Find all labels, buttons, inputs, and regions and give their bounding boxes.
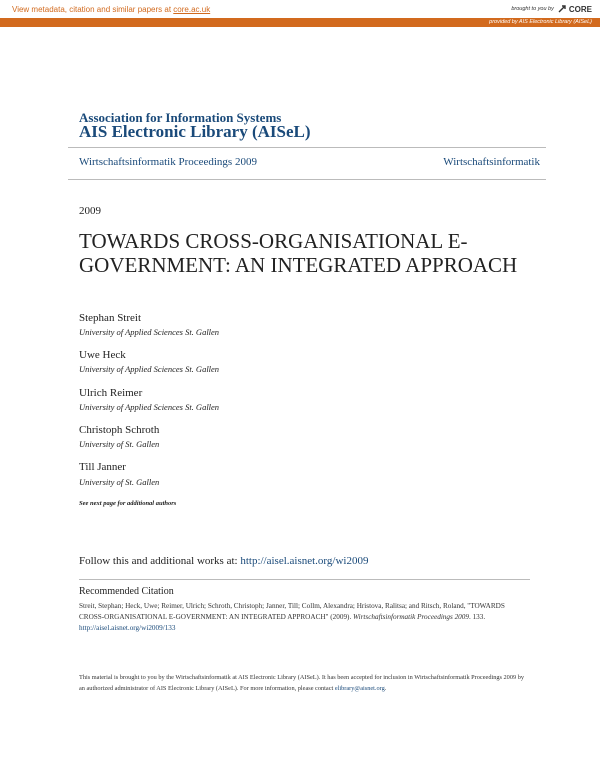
core-logo-icon [557,4,567,14]
brought-to-you-by: brought to you by [511,6,554,12]
citation-text [79,601,524,634]
author-affiliation: University of Applied Sciences St. Gallen [79,402,220,412]
recommended-citation-heading: Recommended Citation [79,586,174,597]
core-top-bar [0,0,600,18]
author-name: Uwe Heck [79,349,126,361]
additional-authors-note: See next page for additional authors [79,500,177,507]
header-divider-bottom [68,179,546,180]
notice-end: . [384,685,387,692]
notice-body: This material is brought to you by the Wirtschaftsinformatik at AIS Electronic Library (AISeL). It has been accepted for inclusion in Wirtschaftsinformatik Proceedings 2009 by an authorized administrator of AIS Electronic Library (AISeL). For more information, please contact [79,674,524,692]
breadcrumb-proceedings[interactable]: Wirtschaftsinformatik Proceedings 2009 [79,156,257,168]
core-branding[interactable] [511,2,592,16]
author-affiliation: University of St. Gallen [79,439,160,449]
citation-venue: Wirtschaftsinformatik Proceedings 2009 [353,613,469,621]
paper-title: TOWARDS CROSS-ORGANISATIONAL E-GOVERNMENT: AN INTEGRATED APPROACH [79,229,518,277]
core-view-metadata-link[interactable] [12,5,210,14]
core-link[interactable]: core.ac.uk [173,5,211,14]
citation-url[interactable]: http://aisel.aisnet.org/wi2009/133 [79,624,176,632]
follow-link[interactable]: http://aisel.aisnet.org/wi2009 [240,555,369,567]
citation-divider [79,579,530,580]
copyright-notice [79,672,529,694]
core-logo-text: CORE [568,4,592,14]
follow-text: Follow this and additional works at: [79,555,241,567]
author-name: Till Janner [79,461,126,473]
breadcrumb-series[interactable]: Wirtschaftsinformatik [443,156,540,168]
contact-email-link[interactable]: elibrary@aisnet.org [334,685,385,692]
library-name[interactable]: AIS Electronic Library (AISeL) [79,122,311,141]
publication-year: 2009 [79,205,101,217]
author-affiliation: University of Applied Sciences St. Gallen [79,364,220,374]
view-prefix: View metadata, citation and similar papers at [12,5,174,14]
author-affiliation: University of Applied Sciences St. Gallen [79,327,220,337]
author-affiliation: University of St. Gallen [79,477,160,487]
follow-works [79,555,368,567]
author-name: Stephan Streit [79,312,142,324]
citation-body: Streit, Stephan; Heck, Uwe; Reimer, Ulrich; Schroth, Christoph; Janner, Till; Collm, Alexandra; Hristova, Ralitsa; and Ritsch, Roland, "TOWARDS CROSS-ORGANISATIONAL E-GOVERNMENT: AN INTEGRATED APPROACH" (2009). [79,602,505,621]
author-name: Christoph Schroth [79,424,160,436]
header-divider-top [68,147,546,148]
provided-by-text: provided by AIS Electronic Library (AISeL) [489,19,592,25]
core-logo [557,4,592,14]
association-name[interactable]: Association for Information Systems [79,110,282,125]
citation-number: . 133. [468,613,486,621]
author-name: Ulrich Reimer [79,387,143,399]
